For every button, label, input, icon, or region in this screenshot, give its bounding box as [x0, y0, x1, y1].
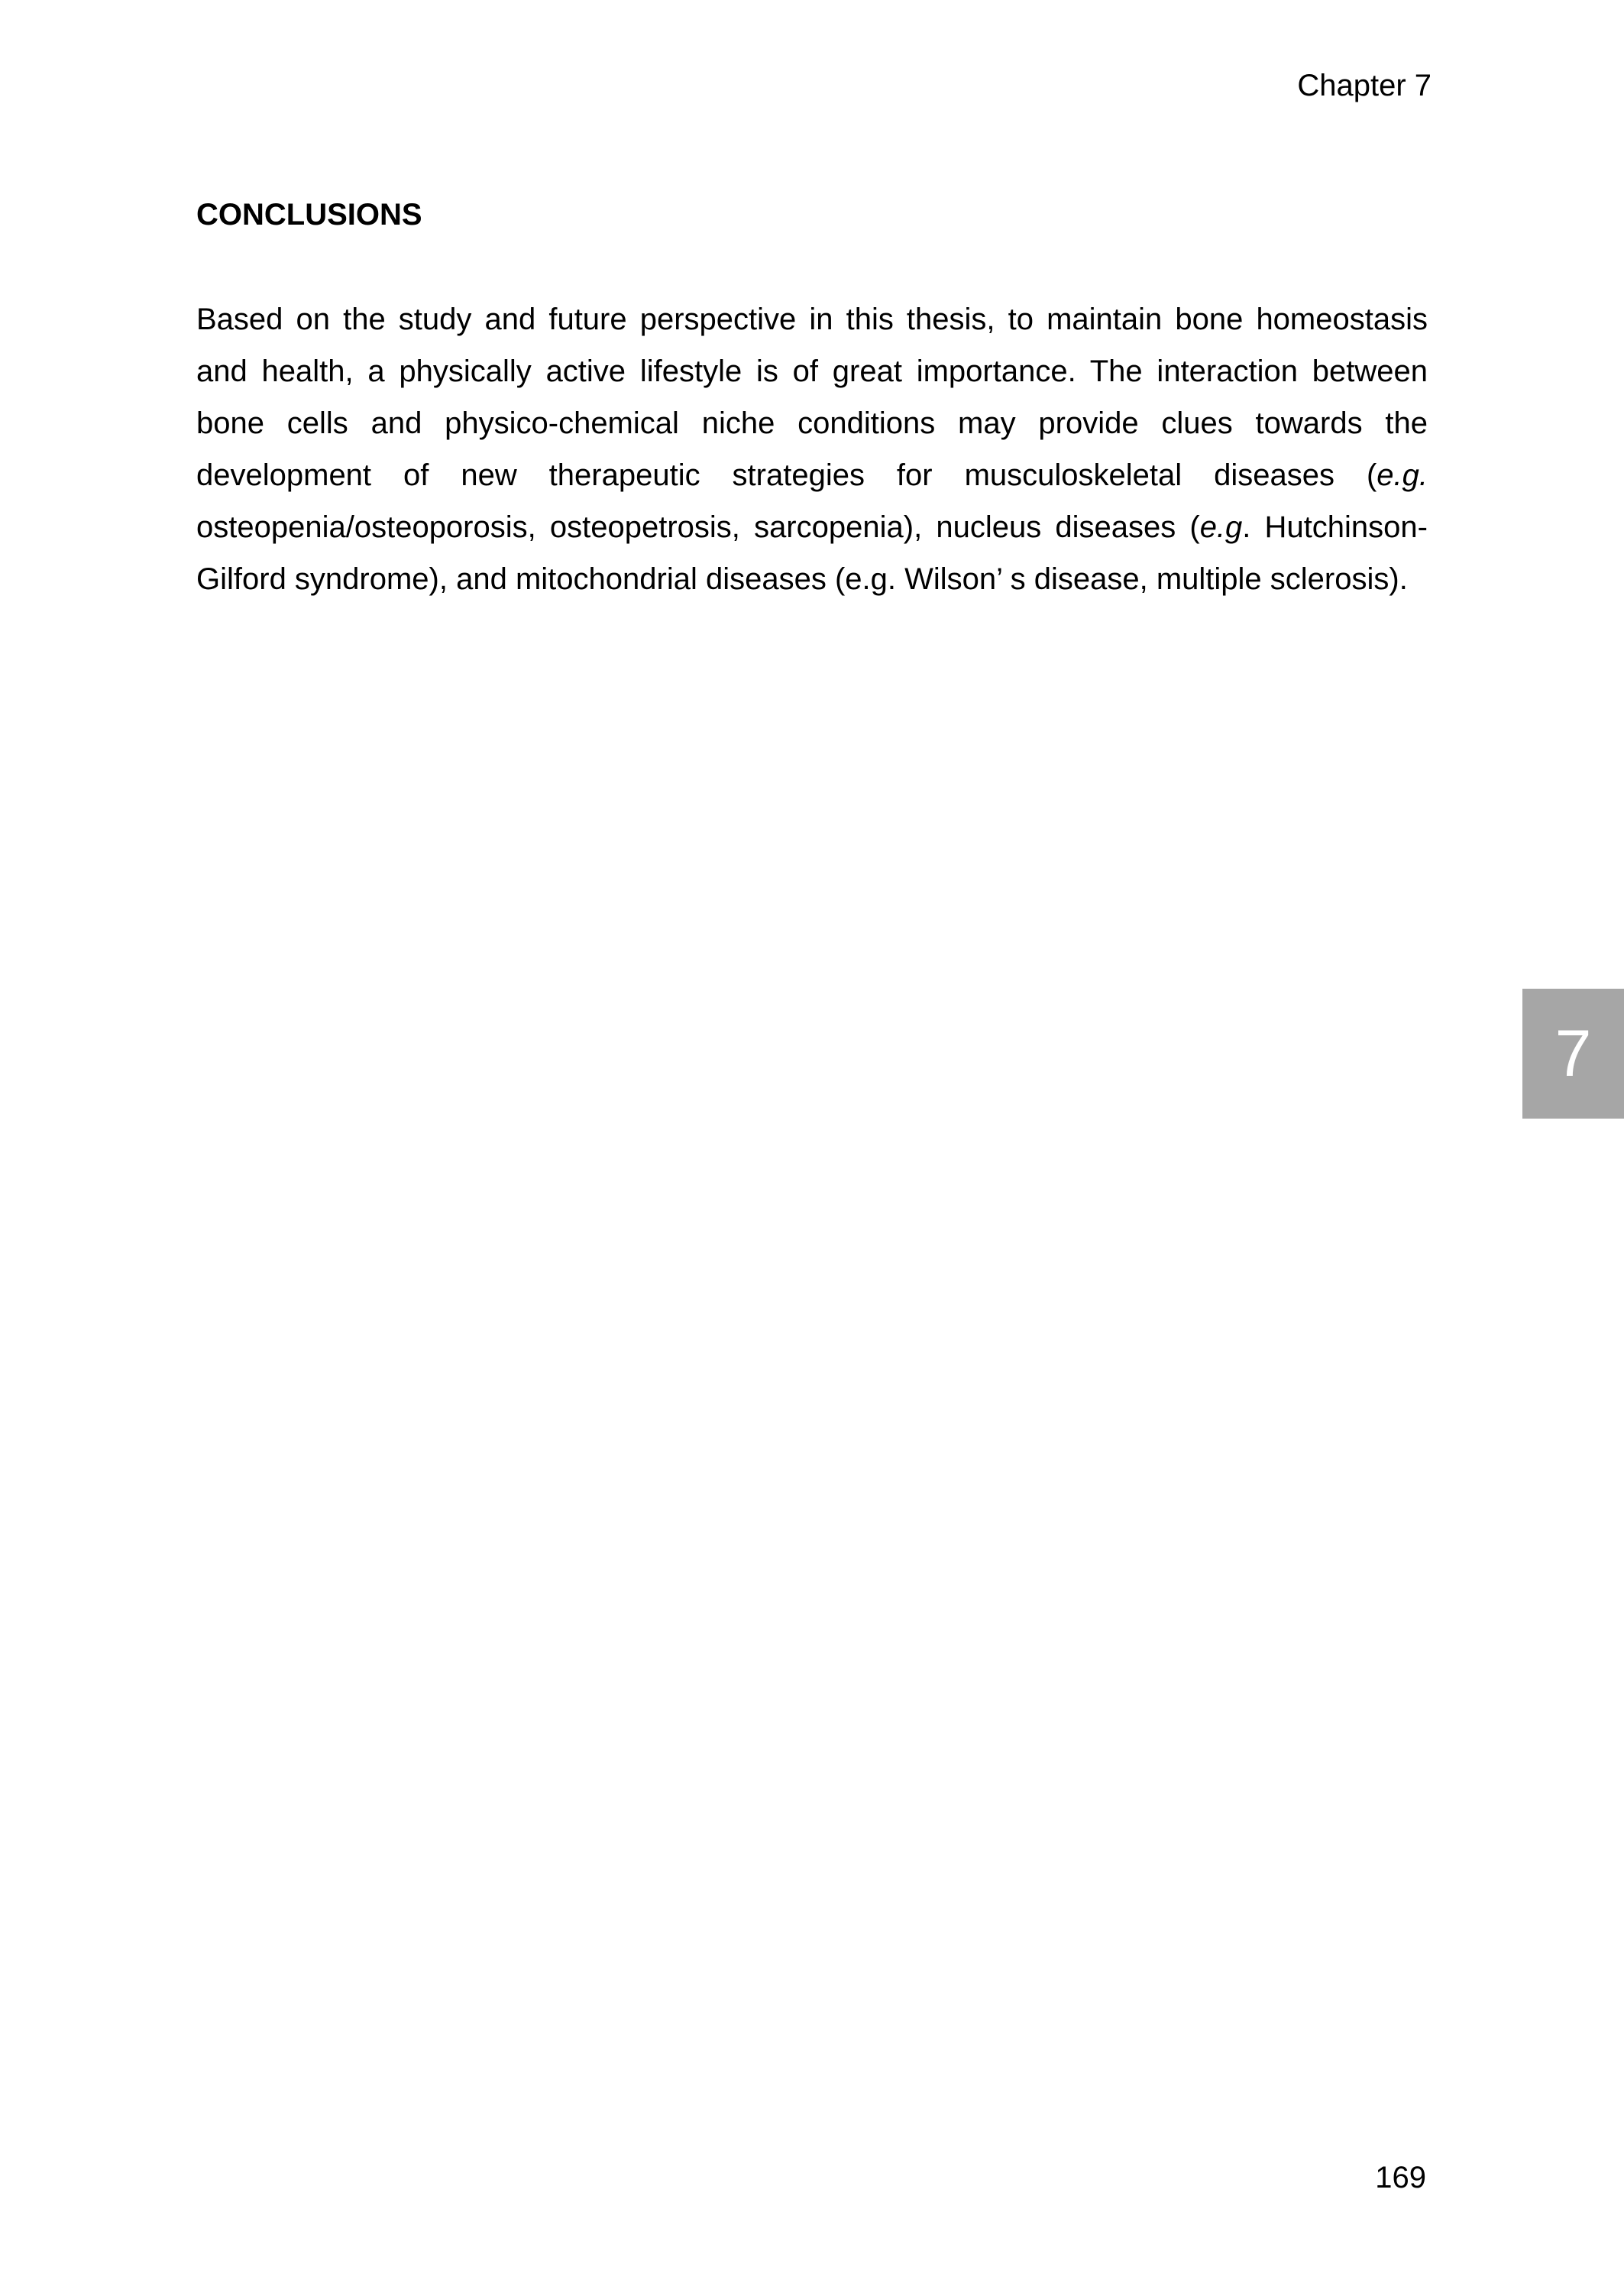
paragraph-italic-segment: e.g [1199, 510, 1243, 544]
paragraph-text-segment: osteopenia/osteoporosis, osteopetrosis, sarcopenia), nucleus diseases ( [196, 510, 1200, 544]
paragraph-text-segment: Based on the study and future perspective in this thesis, to maintain bone homeostasis and health, a physically active lifestyle is of great importance. The interaction between bone cells and physico-chemical niche conditions may provide clues towards the development of new therapeutic strategies for musculoskeletal diseases ( [196, 303, 1428, 492]
page-number: 169 [1375, 2161, 1426, 2194]
running-header: Chapter 7 [1297, 69, 1432, 102]
conclusions-paragraph [196, 293, 1428, 605]
section-heading: CONCLUSIONS [196, 198, 422, 232]
chapter-tab: 7 [1522, 989, 1624, 1119]
paragraph-italic-segment: e.g. [1377, 458, 1428, 492]
paragraph-text-segment: . Hutchinson-Gilford syndrome), and mitochondrial diseases (e.g. Wilson’ s disease, multiple sclerosis). [196, 510, 1428, 596]
